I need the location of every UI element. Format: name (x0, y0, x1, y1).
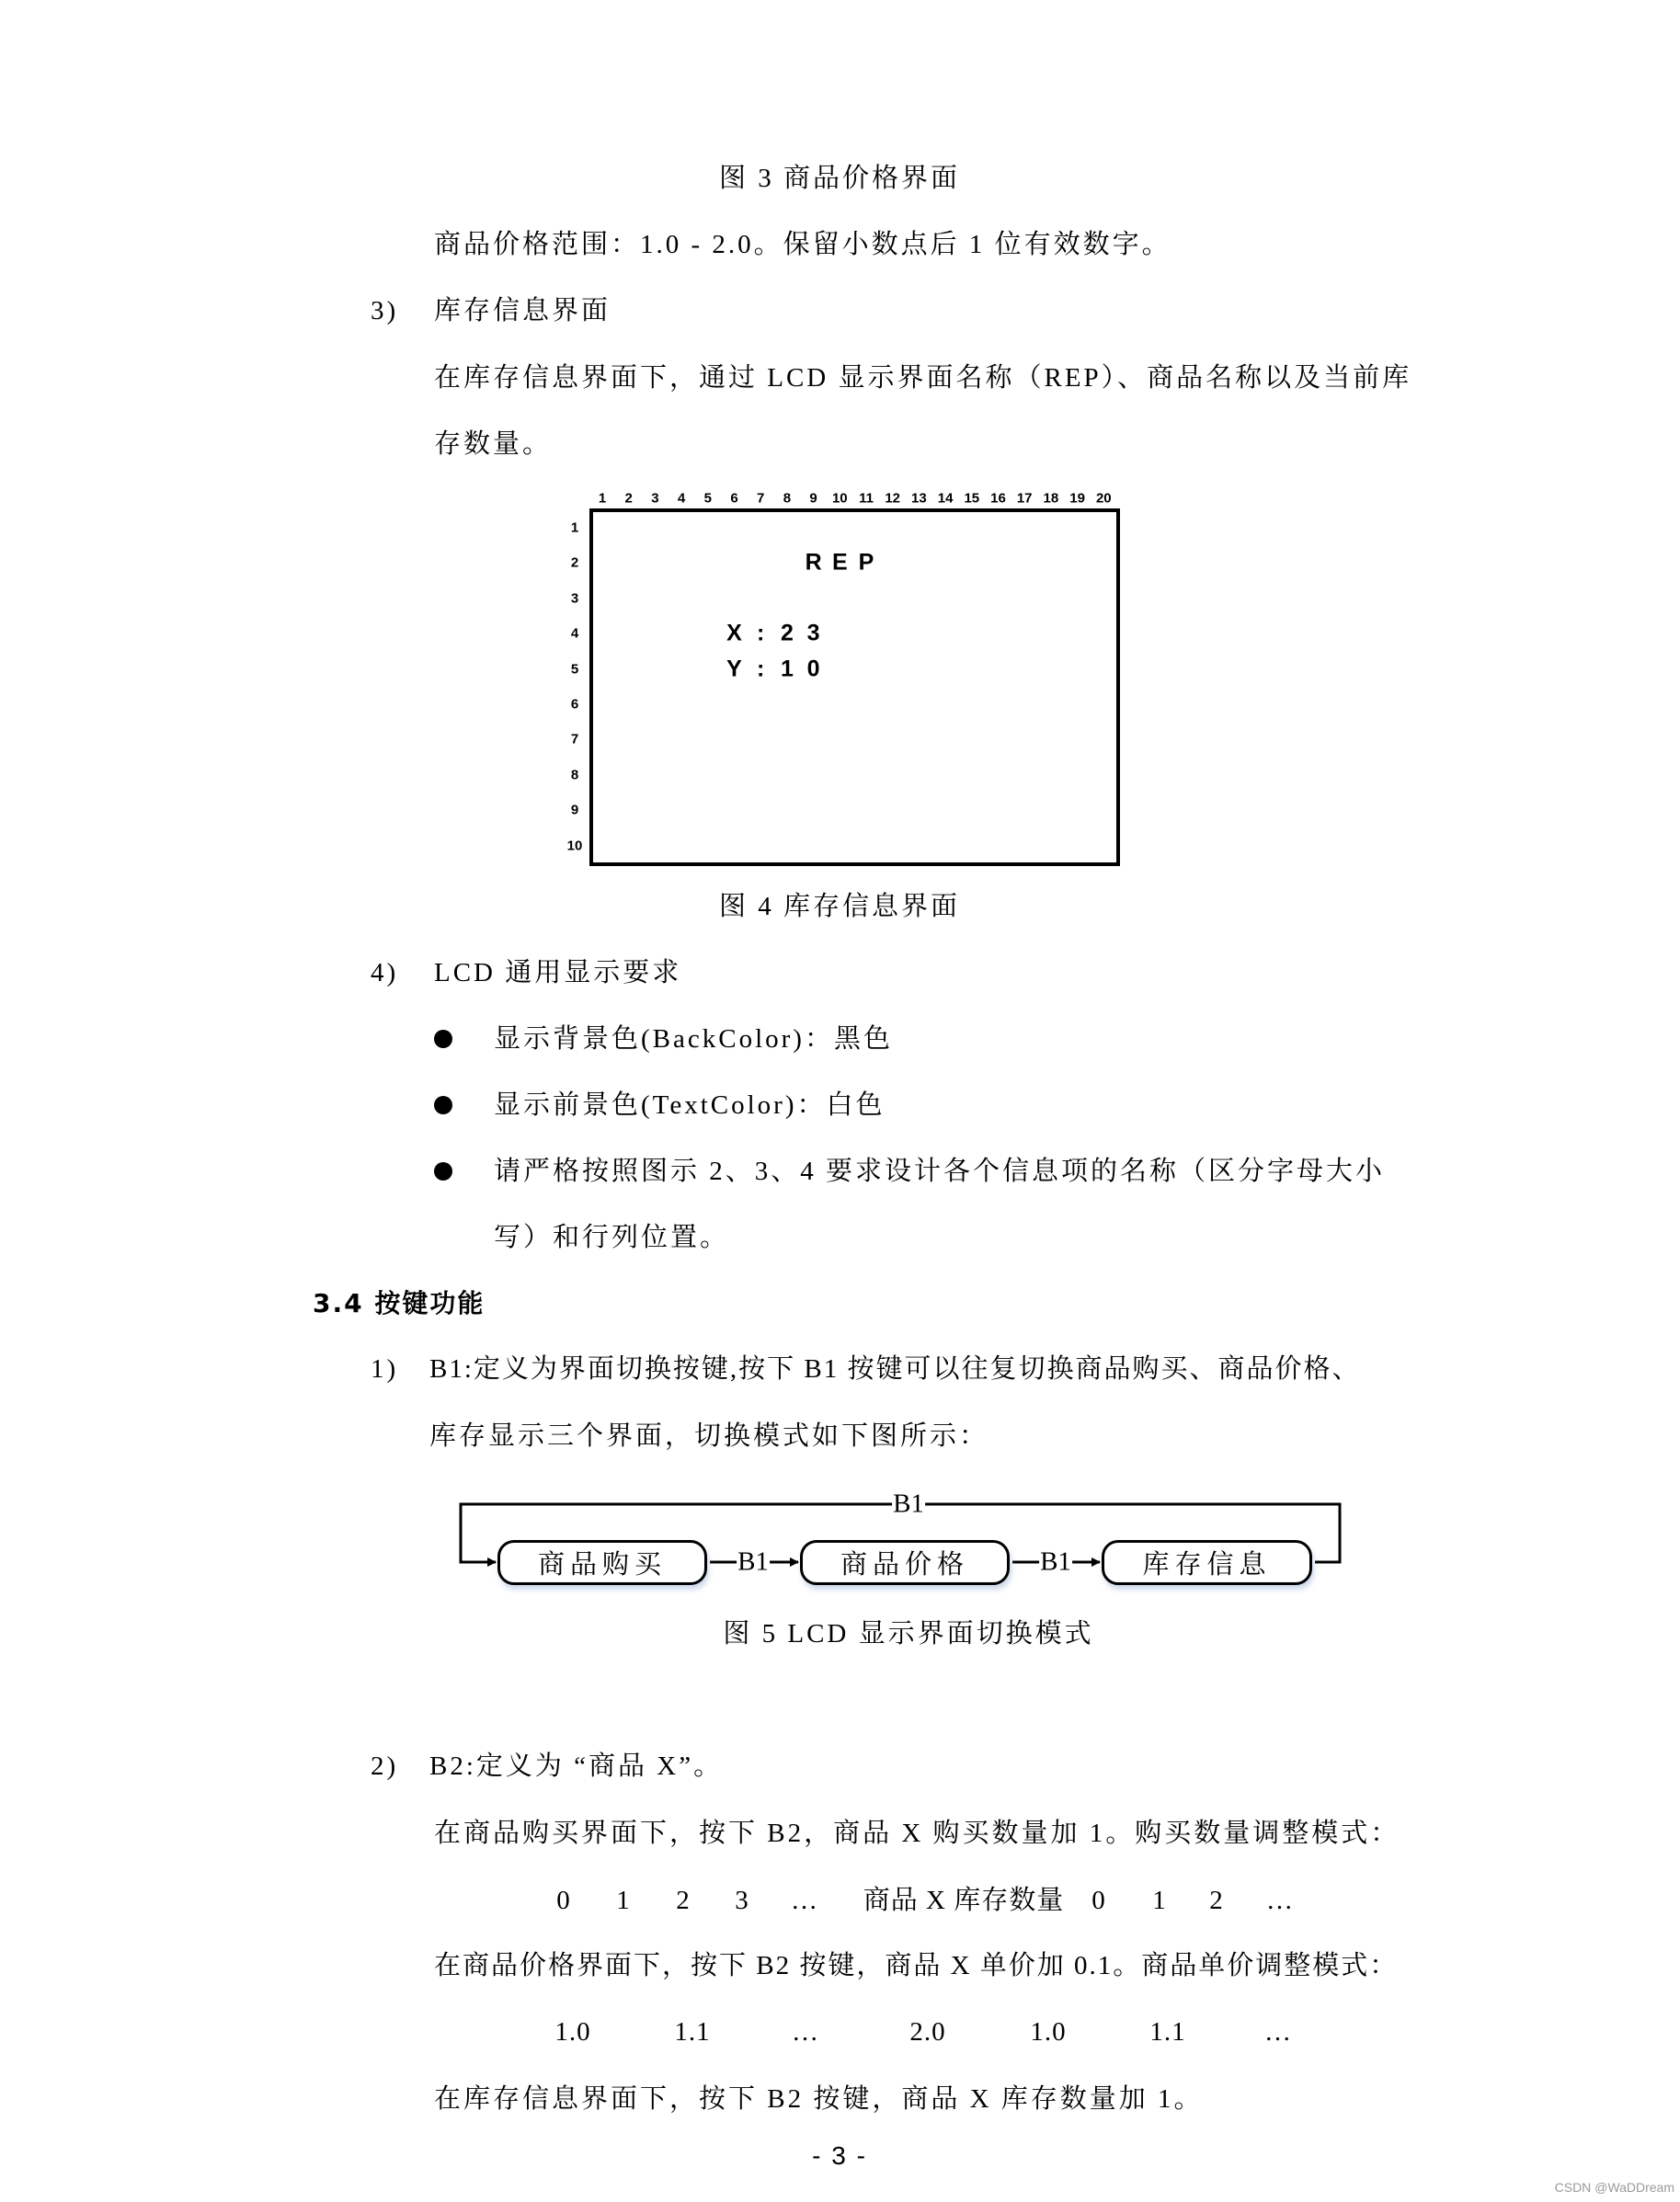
lcd-column-number: 10 (831, 490, 848, 507)
edge-label-purchase-to-price: B1 (737, 1546, 769, 1577)
lcd-row-number: 3 (570, 590, 579, 607)
lcd-y-line-char: : (757, 656, 765, 682)
bullet-item-design-requirement: 请严格按照图示 2、3、4 要求设计各个信息项的名称（区分字母大小 (494, 1157, 1386, 1186)
lcd-row-number: 5 (570, 661, 579, 678)
edge-label-price-to-stock: B1 (1040, 1546, 1071, 1577)
price-sequence-item: … (1264, 2017, 1292, 2047)
price-sequence-item: 1.1 (1149, 2017, 1186, 2047)
price-range-text: 商品价格范围：1.0 - 2.0。保留小数点后 1 位有效数字。 (434, 230, 1171, 259)
lcd-column-number: 13 (911, 490, 927, 507)
watermark: CSDN @WaDDream (1554, 2180, 1674, 2195)
lcd-row-number: 6 (570, 696, 579, 713)
lcd-row-number: 9 (570, 802, 579, 818)
lcd-column-number: 8 (783, 490, 792, 507)
purchase-sequence-item: 0 (1091, 1886, 1106, 1915)
flow-node-price: 商品价格 (800, 1540, 1010, 1585)
lcd-column-number: 7 (757, 490, 765, 507)
item-4-marker: 4) (371, 958, 399, 987)
lcd-column-number: 2 (624, 490, 633, 507)
lcd-column-number: 11 (859, 490, 874, 507)
lcd-column-number: 17 (1016, 490, 1033, 507)
lcd-x-line-char: 2 (780, 620, 794, 646)
lcd-column-number: 12 (885, 490, 901, 507)
item-3-description-line-1: 在库存信息界面下，通过 LCD 显示界面名称（REP）、商品名称以及当前库 (434, 363, 1412, 393)
price-mode-text: 在商品价格界面下，按下 B2 按键，商品 X 单价加 0.1。商品单价调整模式： (434, 1951, 1399, 1980)
purchase-sequence-item: 1 (1152, 1886, 1167, 1915)
lcd-column-number: 6 (730, 490, 738, 507)
flow-node-purchase: 商品购买 (497, 1540, 707, 1585)
lcd-column-number: 3 (651, 490, 659, 507)
bullet-item-design-requirement-continued: 写）和行列位置。 (494, 1223, 730, 1252)
lcd-row-number: 2 (570, 554, 579, 571)
loop-edge-label: B1 (893, 1489, 924, 1519)
purchase-mode-text: 在商品购买界面下，按下 B2，商品 X 购买数量加 1。购买数量调整模式： (434, 1819, 1400, 1848)
lcd-column-number: 14 (937, 490, 954, 507)
item-4-title: LCD 通用显示要求 (434, 958, 682, 987)
item-3-description-line-2: 存数量。 (434, 429, 553, 459)
lcd-y-line-char: 0 (806, 656, 820, 682)
lcd-row-number: 8 (570, 767, 579, 783)
flow-node-stock: 库存信息 (1102, 1540, 1312, 1585)
lcd-y-line-char: Y (726, 656, 742, 682)
purchase-sequence-item: … (791, 1886, 818, 1915)
bullet-icon (434, 1030, 452, 1048)
figure-3-caption: 图 3 商品价格界面 (718, 164, 961, 193)
item-1-line-2: 库存显示三个界面，切换模式如下图所示： (429, 1421, 989, 1451)
lcd-x-line-char: X (726, 620, 742, 646)
price-sequence-item: 1.1 (674, 2017, 711, 2047)
purchase-sequence-item: 1 (616, 1886, 631, 1915)
lcd-row-number: 1 (570, 519, 579, 536)
lcd-column-number: 18 (1043, 490, 1059, 507)
lcd-column-number: 19 (1069, 490, 1085, 507)
item-2-marker: 2) (371, 1751, 399, 1781)
lcd-row-number: 4 (570, 625, 579, 642)
item-3-title: 库存信息界面 (434, 296, 611, 325)
section-heading: 3.4 按键功能 (313, 1288, 486, 1318)
purchase-sequence-item: 商品 X 库存数量 (863, 1886, 1065, 1915)
lcd-column-number: 9 (809, 490, 817, 507)
price-sequence-item: 1.0 (554, 2017, 591, 2047)
figure-5-caption: 图 5 LCD 显示界面切换模式 (723, 1619, 1094, 1649)
figure-4-caption: 图 4 库存信息界面 (718, 892, 961, 921)
lcd-column-number: 4 (677, 490, 686, 507)
lcd-column-number: 15 (964, 490, 980, 507)
lcd-title-char: P (858, 549, 874, 576)
bullet-item-background-color: 显示背景色(BackColor)：黑色 (494, 1024, 893, 1054)
page-number: - 3 - (812, 2141, 867, 2170)
purchase-sequence-item: 2 (1209, 1886, 1224, 1915)
purchase-sequence-item: 3 (735, 1886, 749, 1915)
bullet-icon (434, 1096, 452, 1114)
lcd-x-line-char: : (757, 620, 765, 646)
bullet-icon (434, 1162, 452, 1181)
lcd-column-number: 16 (990, 490, 1006, 507)
item-1-line-1: B1:定义为界面切换按键,按下 B1 按键可以往复切换商品购买、商品价格、 (429, 1354, 1361, 1384)
price-sequence-item: 2.0 (909, 2017, 946, 2047)
item-2-title: B2:定义为 “商品 X”。 (429, 1751, 724, 1781)
price-sequence-item: 1.0 (1030, 2017, 1067, 2047)
lcd-row-number: 10 (566, 838, 583, 854)
bullet-item-text-color: 显示前景色(TextColor)：白色 (494, 1090, 886, 1120)
purchase-sequence-item: … (1266, 1886, 1294, 1915)
lcd-column-number: 5 (703, 490, 712, 507)
lcd-column-number: 1 (598, 490, 607, 507)
lcd-title-char: R (805, 549, 822, 576)
item-1-marker: 1) (371, 1354, 399, 1384)
stock-mode-text: 在库存信息界面下，按下 B2 按键，商品 X 库存数量加 1。 (434, 2084, 1204, 2114)
lcd-title-char: E (831, 549, 848, 576)
lcd-screen-frame (589, 508, 1120, 866)
lcd-y-line-char: 1 (780, 656, 794, 682)
lcd-column-number: 20 (1095, 490, 1112, 507)
price-sequence-item: … (792, 2017, 819, 2047)
purchase-sequence-item: 0 (556, 1886, 571, 1915)
lcd-row-number: 7 (570, 731, 579, 747)
item-3-marker: 3) (371, 296, 399, 325)
lcd-x-line-char: 3 (806, 620, 820, 646)
purchase-sequence-item: 2 (676, 1886, 691, 1915)
